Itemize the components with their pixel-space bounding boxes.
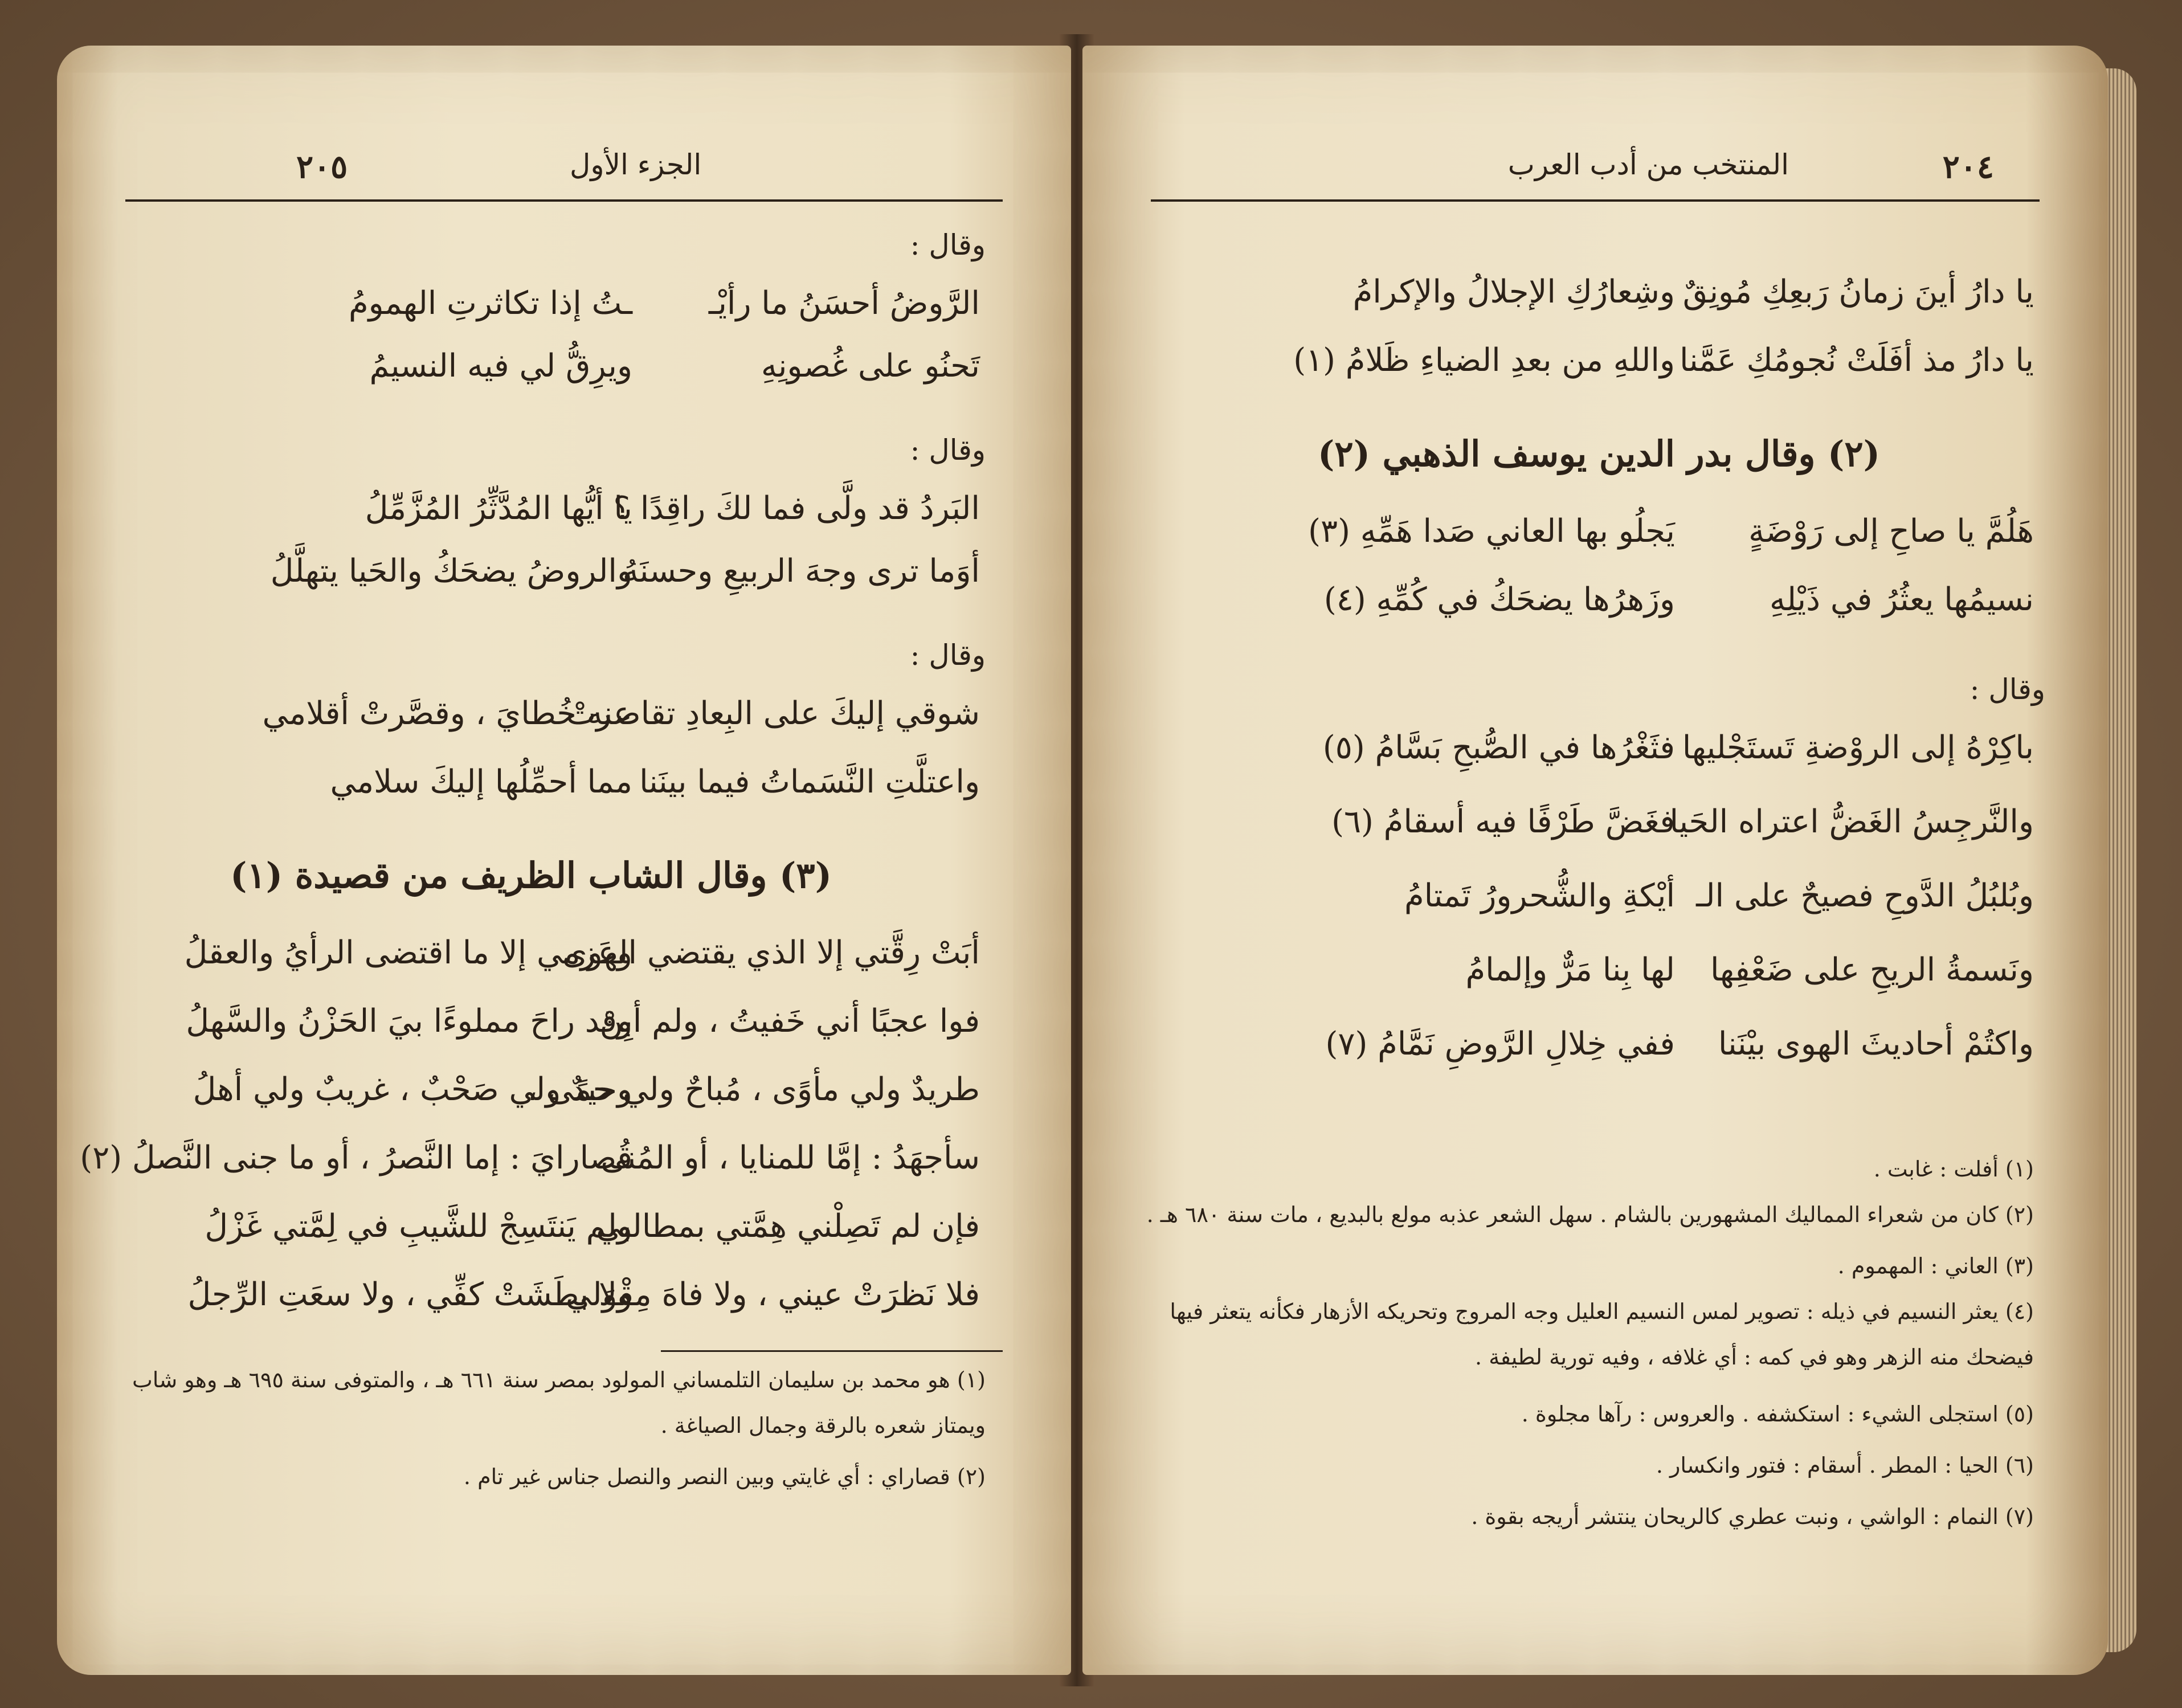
right-header (1151, 125, 2040, 202)
verse-hemistich: وحيدٌ ولي صَحْبٌ ، غريبٌ ولي أهلُ (193, 1071, 632, 1108)
left-running-head: الجزء الأول (570, 148, 702, 181)
verse-hemistich: قُصارايَ : إما النَّصرُ ، أو ما جنى النَّصلُ (٢) (80, 1139, 632, 1176)
verse-hemistich: تَحنُو على غُصونِهِ (761, 348, 980, 385)
section-title: (٣) وقال الشاب الظريف من قصيدة (١) (230, 855, 832, 896)
said-label: وقال : (910, 639, 986, 672)
verse-hemistich: ولا بطَشَتْ كفِّي ، ولا سعَتِ الرِّجلُ (187, 1276, 632, 1313)
verse-hemistich: نسيمُها يعثُرُ في ذَيْلِهِ (1769, 581, 2034, 618)
verse-hemistich: وقد راحَ مملوءًا بيَ الحَزْنُ والسَّهلُ (186, 1003, 632, 1040)
right-running-head: المنتخب من أدب العرب (1507, 148, 1789, 181)
verse-hemistich: باكِرْهُ إلى الروْضةِ تَستَجْليها (1682, 729, 2034, 766)
verse-hemistich: طريدٌ ولي مأوًى ، مُباحٌ ولي حمًى ، (527, 1071, 980, 1108)
verse-hemistich: فوا عجبًا أني خَفيتُ ، ولم أبِنْ (599, 1003, 980, 1040)
footnote: (٣) العاني : المهموم . (1837, 1253, 2034, 1278)
verse-hemistich: واللهِ من بعدِ الضياءِ ظَلامُ (١) (1293, 342, 1675, 379)
footnote: (٢) كان من شعراء المماليك المشهورين بالشام . سهل الشعر عذبه مولع بالبديع ، مات سنة ٦٨٠ هـ . (1146, 1202, 2034, 1227)
verse-hemistich: فلا نَظرَتْ عيني ، ولا فاهَ مِقْوَلي (565, 1276, 980, 1313)
verse-hemistich: فغَضَّ طَرْفًا فيه أسقامُ (٦) (1331, 803, 1675, 840)
verse-hemistich: ويرِقُّ لي فيه النسيمُ (369, 348, 632, 385)
verse-hemistich: فإن لم تَصِلْني هِمَّتي بمطالبي (596, 1208, 980, 1245)
verse-hemistich: يا أيُّها المُدَّثِّرُ المُزَّمِّلُ (365, 490, 632, 527)
footnote: (٥) استجلى الشيء : استكشفه . والعروس : رآها مجلوة . (1521, 1401, 2034, 1427)
verse-hemistich: واكتُمْ أحاديثَ الهوى بيْنَنا (1718, 1025, 2034, 1063)
footnote: (٧) النمام : الواشي ، ونبت عطري كالريحان ينتشر أريجه بقوة . (1471, 1504, 2034, 1529)
verse-hemistich: ونَسمةُ الريحِ على ضَعْفِها (1710, 951, 2034, 988)
verse-hemistich: هَلُمَّ يا صاحِ إلى رَوْضَةٍ (1748, 513, 2034, 550)
verse-hemistich: البَردُ قد ولَّى فما لكَ راقِدًا ؟ (613, 490, 980, 527)
right-page (1082, 46, 2108, 1675)
verse-hemistich: والروضُ يضحَكُ والحَيا يتهلَّلُ (270, 553, 632, 590)
verse-hemistich: واعتلَّتِ النَّسَماتُ فيما بينَنا (639, 763, 980, 800)
verse-hemistich: يَجلُو بها العاني صَدا هَمِّهِ (٣) (1308, 513, 1675, 550)
section-title: (٢) وقال بدر الدين يوسف الذهبي (٢) (1317, 433, 1880, 475)
verse-hemistich: والنَّرجِسُ الغَضُّ اعتراه الحَيا (1669, 803, 2034, 840)
left-header (125, 125, 1003, 202)
footnote: (٢) قصاراي : أي غايتي وبين النصر والنصل جناس غير تام . (463, 1464, 986, 1489)
footnote-rule (1185, 1117, 2040, 1118)
footnote: (١) أفلت : غابت . (1873, 1157, 2034, 1182)
verse-hemistich: يا دارُ أينَ زمانُ رَبعِكِ مُونِقٌ (1682, 273, 2034, 310)
left-page-number: ٢٠٥ (296, 148, 348, 186)
verse-hemistich: سأجهَدُ : إمَّا للمنايا ، أو المُنى (600, 1139, 980, 1176)
verse-hemistich: أوَما ترى وجهَ الربيعِ وحسنَهُ (622, 553, 980, 590)
verse-hemistich: ـتُ إذا تكاثرتِ الهمومُ (348, 285, 632, 322)
verse-hemistich: ففي خِلالِ الرَّوضِ نَمَّامُ (٧) (1325, 1025, 1675, 1063)
footnote: (١) هو محمد بن سليمان التلمساني المولود بمصر سنة ٦٦١ هـ ، والمتوفى سنة ٦٩٥ هـ وهو شاب (132, 1367, 986, 1392)
verse-hemistich: الرَّوضُ أحسَنُ ما رأيْـ (708, 285, 980, 322)
verse-hemistich: لها بِنا مَرٌّ وإلمامُ (1465, 951, 1675, 988)
said-label: وقال : (1969, 673, 2045, 706)
footnote-rule (661, 1350, 1003, 1352)
verse-hemistich: أيْكةِ والشُّحرورُ تَمتامُ (1404, 877, 1675, 914)
verse-hemistich: مما أحمِّلُها إليكَ سلامي (330, 763, 632, 800)
said-label: وقال : (910, 434, 986, 467)
footnote: فيضحك منه الزهر وهو في كمه : أي غلافه ، وفيه تورية لطيفة . (1475, 1345, 2034, 1370)
verse-hemistich: ولم يَنتَسِجْ للشَّيبِ في لِمَّتي غَزْلُ (205, 1208, 632, 1245)
verse-hemistich: أبَتْ رِقَّتي إلا الذي يقتضي الهوى (562, 934, 980, 971)
verse-hemistich: يا دارُ مذ أفَلَتْ نُجومُكِ عَمَّنا (1679, 342, 2034, 379)
verse-hemistich: وبُلبُلُ الدَّوحِ فصيحٌ على الـ (1696, 877, 2034, 914)
verse-hemistich: شوقي إليكَ على البِعادِ تقاصرتْ (566, 695, 980, 732)
said-label: وقال : (910, 228, 986, 261)
right-page-number: ٢٠٤ (1942, 148, 1994, 186)
verse-hemistich: فثَغْرُها في الصُّبحِ بَسَّامُ (٥) (1322, 729, 1675, 766)
verse-hemistich: وزَهرُها يضحَكُ في كُمِّهِ (٤) (1323, 581, 1675, 618)
verse-hemistich: وعَزمي إلا ما اقتضى الرأيُ والعقلُ (184, 934, 632, 971)
footnote: ويمتاز شعره بالرقة وجمال الصياغة . (660, 1413, 986, 1438)
verse-hemistich: عنه خُطايَ ، وقصَّرتْ أقلامي (262, 695, 632, 732)
left-page (57, 46, 1071, 1675)
footnote: (٤) يعثر النسيم في ذيله : تصوير لمس النسيم العليل وجه المروج وتحريكه الأزهار فكأنه يتعثر فيها (1170, 1299, 2034, 1324)
verse-hemistich: وشِعارُكِ الإجلالُ والإكرامُ (1352, 273, 1675, 310)
footnote: (٦) الحيا : المطر . أسقام : فتور وانكسار . (1656, 1453, 2034, 1478)
